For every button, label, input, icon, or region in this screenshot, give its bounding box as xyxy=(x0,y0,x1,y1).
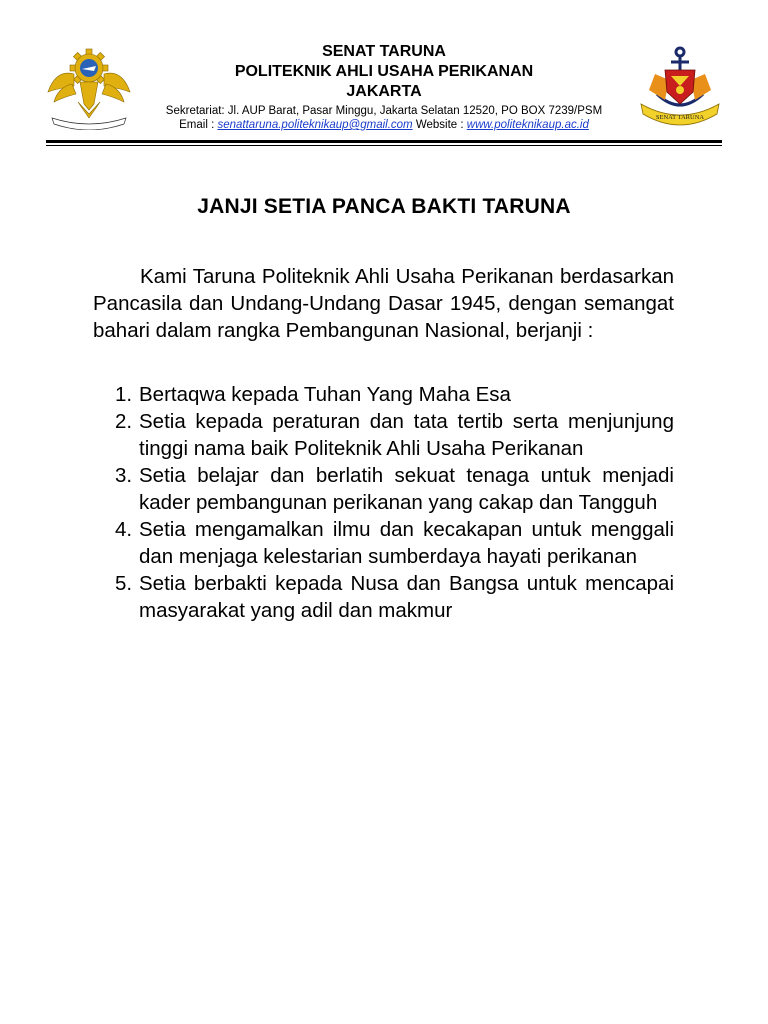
right-logo-ribbon-text: SENAT TARUNA xyxy=(655,114,705,121)
contact-line xyxy=(135,118,633,132)
email-label: Email : xyxy=(179,119,215,131)
pledge-number: 1. xyxy=(115,383,133,406)
left-logo xyxy=(44,44,134,130)
pledge-text: Setia kepada peraturan dan tata tertib serta menjunjung tinggi nama baik Politeknik Ahli Usaha Perikanan xyxy=(139,410,674,460)
institution-name: POLITEKNIK AHLI USAHA PERIKANAN xyxy=(234,63,534,80)
list-item xyxy=(93,462,674,516)
pledge-text: Setia mengamalkan ilmu dan kecakapan untuk menggali dan menjaga kelestarian sumberdaya hayati perikanan xyxy=(139,518,674,568)
list-item xyxy=(93,570,674,624)
pledge-text: Bertaqwa kepada Tuhan Yang Maha Esa xyxy=(139,383,511,406)
gear-eagle-emblem-icon xyxy=(44,44,134,130)
header-rule-thick xyxy=(46,140,722,143)
list-item xyxy=(93,516,674,570)
org-name: SENAT TARUNA xyxy=(322,43,446,60)
website-label: Website : xyxy=(415,119,464,131)
pledge-number: 4. xyxy=(115,518,133,541)
city-name: JAKARTA xyxy=(346,83,422,100)
document-title: JANJI SETIA PANCA BAKTI TARUNA xyxy=(197,195,571,218)
pledge-text: Setia berbakti kepada Nusa dan Bangsa untuk mencapai masyarakat yang adil dan makmur xyxy=(139,572,674,622)
intro-paragraph: Kami Taruna Politeknik Ahli Usaha Perikanan berdasarkan Pancasila dan Undang-Undang Dasar 1945, dengan semangat bahari dalam rangka Pembangunan Nasional, berjanji : xyxy=(93,265,674,342)
list-item xyxy=(93,381,674,408)
pledge-number: 2. xyxy=(115,410,133,433)
pledge-text: Setia belajar dan berlatih sekuat tenaga untuk menjadi kader pembangunan perikanan yang cakap dan Tangguh xyxy=(139,464,674,514)
pledge-number: 3. xyxy=(115,464,133,487)
anchor-shield-emblem-icon xyxy=(635,44,725,130)
website-link[interactable]: www.politeknikaup.ac.id xyxy=(466,119,589,131)
header-rule-thin xyxy=(46,145,722,146)
address: Sekretariat: Jl. AUP Barat, Pasar Minggu, Jakarta Selatan 12520, PO BOX 7239/PSM xyxy=(165,105,603,117)
right-logo xyxy=(635,44,725,130)
list-item xyxy=(93,408,674,462)
pledge-number: 5. xyxy=(115,572,133,595)
email-link[interactable]: senattaruna.politeknikaup@gmail.com xyxy=(217,119,413,131)
letterhead xyxy=(135,42,633,132)
pledge-list xyxy=(93,381,674,624)
